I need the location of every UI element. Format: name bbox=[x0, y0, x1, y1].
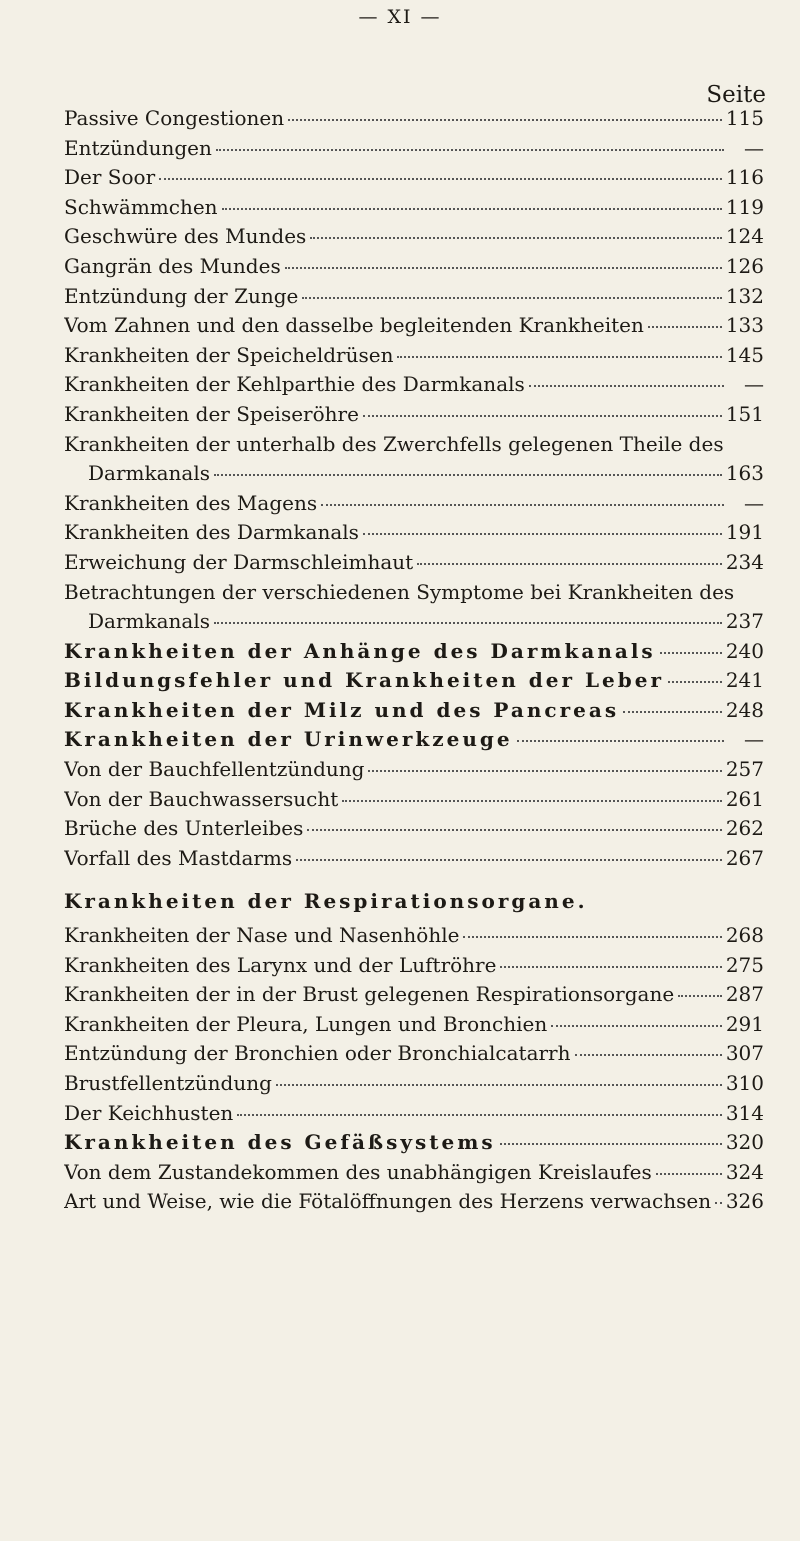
leader-dots bbox=[529, 385, 724, 387]
leader-dots bbox=[660, 652, 722, 654]
toc-entry-title: Entzündungen bbox=[64, 135, 212, 160]
leader-dots bbox=[302, 297, 721, 299]
toc-entry-page: 248 bbox=[725, 697, 764, 722]
toc-entry-title: Schwämmchen bbox=[64, 194, 218, 219]
leader-dots bbox=[288, 119, 722, 121]
toc-entry bbox=[64, 1189, 764, 1219]
leader-dots bbox=[310, 237, 721, 239]
toc-entry-title: Darmkanals bbox=[88, 609, 210, 634]
leader-dots bbox=[296, 859, 722, 861]
toc-entry-title: Brüche des Unterleibes bbox=[64, 816, 304, 841]
leader-dots bbox=[276, 1084, 722, 1086]
toc-entry bbox=[64, 402, 764, 432]
toc-entry-page: 257 bbox=[725, 757, 764, 782]
toc-entry-page: 324 bbox=[725, 1159, 764, 1184]
toc-entry-title: Brustfellentzündung bbox=[64, 1071, 272, 1095]
leader-dots bbox=[715, 1202, 722, 1204]
toc-entry bbox=[64, 757, 764, 787]
toc-entry-page: 307 bbox=[725, 1041, 764, 1066]
toc-entry-title: Entzündung der Zunge bbox=[64, 283, 299, 308]
toc-entry-title: Krankheiten des Larynx und der Luftröhre bbox=[64, 952, 497, 977]
toc-entry-title: Geschwüre des Mundes bbox=[64, 224, 307, 249]
toc-entry bbox=[64, 136, 764, 166]
toc-entry bbox=[64, 787, 764, 817]
toc-entry bbox=[64, 698, 764, 728]
toc-entry-page: 268 bbox=[725, 923, 764, 948]
leader-dots bbox=[678, 995, 722, 997]
toc-entry-page: — bbox=[744, 372, 764, 397]
leader-dots bbox=[342, 800, 722, 802]
toc-entry-page: 291 bbox=[725, 1011, 764, 1036]
leader-dots bbox=[363, 415, 722, 417]
toc-entry bbox=[64, 609, 764, 639]
toc-entry bbox=[64, 1101, 764, 1131]
toc-entry bbox=[64, 727, 764, 757]
toc-entry-title: Bildungsfehler und Krankheiten der Leber bbox=[64, 668, 664, 693]
toc-entry bbox=[64, 254, 764, 284]
toc-entry-title: Krankheiten der unterhalb des Zwerchfells gelegenen Theile des bbox=[64, 431, 724, 456]
toc-entry bbox=[64, 372, 764, 402]
toc-entry-title: Von dem Zustandekommen des unabhängigen Kreislaufes bbox=[64, 1159, 652, 1184]
leader-dots bbox=[222, 208, 722, 210]
toc-entry-page: — bbox=[744, 135, 764, 160]
leader-dots bbox=[216, 149, 724, 151]
leader-dots bbox=[648, 326, 722, 328]
toc-entry bbox=[64, 1071, 764, 1101]
toc-entry bbox=[64, 923, 764, 953]
toc-entry-title: Entzündung der Bronchien oder Bronchialcatarrh bbox=[64, 1041, 571, 1066]
leader-dots bbox=[237, 1114, 722, 1116]
toc-entry-page: 287 bbox=[725, 982, 764, 1007]
toc-entry-page: — bbox=[744, 727, 764, 752]
toc-entry-title: Krankheiten der Kehlparthie des Darmkanals bbox=[64, 372, 525, 397]
table-of-contents bbox=[64, 106, 764, 1219]
toc-entry-page: 267 bbox=[725, 845, 764, 870]
leader-dots bbox=[285, 267, 722, 269]
toc-entry-page: 234 bbox=[725, 549, 764, 574]
toc-entry-page: — bbox=[744, 490, 764, 515]
toc-entry bbox=[64, 520, 764, 550]
toc-entry-page: 145 bbox=[725, 342, 764, 367]
leader-dots bbox=[321, 504, 724, 506]
toc-entry bbox=[64, 1160, 764, 1190]
toc-entry bbox=[64, 195, 764, 225]
toc-entry-title: Krankheiten der Pleura, Lungen und Bronchien bbox=[64, 1011, 548, 1036]
toc-entry-title: Passive Congestionen bbox=[64, 106, 285, 130]
toc-entry-title: Der Keichhusten bbox=[64, 1100, 234, 1125]
toc-entry-title: Krankheiten der Milz und des Pancreas bbox=[64, 697, 620, 722]
leader-dots bbox=[623, 711, 722, 713]
toc-entry-title: Krankheiten des Magens bbox=[64, 490, 318, 515]
toc-entry bbox=[64, 1041, 764, 1071]
leader-dots bbox=[656, 1173, 722, 1175]
toc-entry bbox=[64, 953, 764, 983]
toc-entry-title: Gangrän des Mundes bbox=[64, 253, 281, 278]
toc-entry bbox=[64, 982, 764, 1012]
toc-entry bbox=[64, 668, 764, 698]
toc-entry-title: Krankheiten des Gefäßsystems bbox=[64, 1130, 496, 1155]
toc-entry-page: 237 bbox=[725, 609, 764, 634]
page-column-label: Seite bbox=[706, 82, 766, 108]
toc-entry-title: Darmkanals bbox=[88, 461, 210, 486]
toc-entry-title: Krankheiten der Speiseröhre bbox=[64, 401, 359, 426]
toc-entry-title: Krankheiten der in der Brust gelegenen Respirationsorgane bbox=[64, 982, 675, 1007]
leader-dots bbox=[363, 533, 722, 535]
section-heading: Krankheiten der Respirationsorgane. bbox=[64, 889, 588, 914]
toc-entry-title: Krankheiten der Speicheldrüsen bbox=[64, 342, 394, 367]
toc-entry-title: Krankheiten des Darmkanals bbox=[64, 520, 359, 545]
leader-dots bbox=[417, 563, 722, 565]
page-header: — XI — bbox=[358, 6, 442, 28]
toc-entry bbox=[64, 432, 764, 462]
toc-entry bbox=[64, 313, 764, 343]
leader-dots bbox=[517, 740, 724, 742]
toc-entry-title: Der Soor bbox=[64, 165, 156, 190]
toc-entry-page: 261 bbox=[725, 786, 764, 811]
toc-entry-title: Art und Weise, wie die Fötalöffnungen des Herzens verwachsen bbox=[64, 1189, 712, 1214]
leader-dots bbox=[368, 770, 721, 772]
toc-entry-page: 240 bbox=[725, 638, 764, 663]
toc-entry-page: 320 bbox=[725, 1130, 764, 1155]
toc-entry-page: 126 bbox=[725, 253, 764, 278]
toc-entry-title: Betrachtungen der verschiedenen Symptome bei Krankheiten des bbox=[64, 579, 735, 604]
toc-entry-page: 151 bbox=[725, 401, 764, 426]
toc-entry bbox=[64, 343, 764, 373]
leader-dots bbox=[159, 178, 722, 180]
leader-dots bbox=[397, 356, 721, 358]
toc-entry-title: Krankheiten der Urinwerkzeuge bbox=[64, 727, 513, 752]
toc-entry-page: 275 bbox=[725, 952, 764, 977]
toc-entry bbox=[64, 1012, 764, 1042]
toc-entry-page: 191 bbox=[725, 520, 764, 545]
toc-entry-page: 133 bbox=[725, 313, 764, 338]
toc-entry-title: Krankheiten der Anhänge des Darmkanals bbox=[64, 638, 656, 663]
toc-entry-title: Von der Bauchwassersucht bbox=[64, 786, 339, 811]
toc-entry-page: 310 bbox=[725, 1071, 764, 1095]
toc-entry bbox=[64, 165, 764, 195]
toc-entry bbox=[64, 224, 764, 254]
toc-entry-page: 119 bbox=[725, 194, 764, 219]
toc-entry-page: 314 bbox=[725, 1100, 764, 1125]
toc-entry bbox=[64, 550, 764, 580]
leader-dots bbox=[500, 966, 721, 968]
toc-entry-page: 262 bbox=[725, 816, 764, 841]
toc-entry bbox=[64, 580, 764, 610]
leader-dots bbox=[214, 622, 722, 624]
toc-entry bbox=[64, 284, 764, 314]
toc-entry bbox=[64, 846, 764, 876]
toc-entry-title: Von der Bauchfellentzündung bbox=[64, 757, 365, 782]
toc-entry-title: Vorfall des Mastdarms bbox=[64, 845, 293, 870]
toc-entry-page: 132 bbox=[725, 283, 764, 308]
toc-entry-page: 124 bbox=[725, 224, 764, 249]
toc-entry bbox=[64, 1130, 764, 1160]
toc-entry bbox=[64, 816, 764, 846]
toc-entry-title: Vom Zahnen und den dasselbe begleitenden Krankheiten bbox=[64, 313, 644, 338]
leader-dots bbox=[575, 1054, 722, 1056]
leader-dots bbox=[551, 1025, 722, 1027]
toc-entry-page: 163 bbox=[725, 461, 764, 486]
toc-group-a bbox=[64, 106, 764, 875]
leader-dots bbox=[214, 474, 722, 476]
toc-entry bbox=[64, 639, 764, 669]
toc-entry-page: 326 bbox=[725, 1189, 764, 1214]
toc-entry-title: Erweichung der Darmschleimhaut bbox=[64, 549, 414, 574]
leader-dots bbox=[307, 829, 721, 831]
toc-group-b bbox=[64, 923, 764, 1219]
toc-entry bbox=[64, 491, 764, 521]
leader-dots bbox=[668, 681, 722, 683]
toc-entry bbox=[64, 461, 764, 491]
toc-entry bbox=[64, 106, 764, 136]
toc-entry-title: Krankheiten der Nase und Nasenhöhle bbox=[64, 923, 460, 948]
toc-entry-page: 115 bbox=[725, 106, 764, 130]
toc-entry-page: 116 bbox=[725, 165, 764, 190]
leader-dots bbox=[463, 936, 721, 938]
leader-dots bbox=[500, 1143, 722, 1145]
toc-entry-page: 241 bbox=[725, 668, 764, 693]
